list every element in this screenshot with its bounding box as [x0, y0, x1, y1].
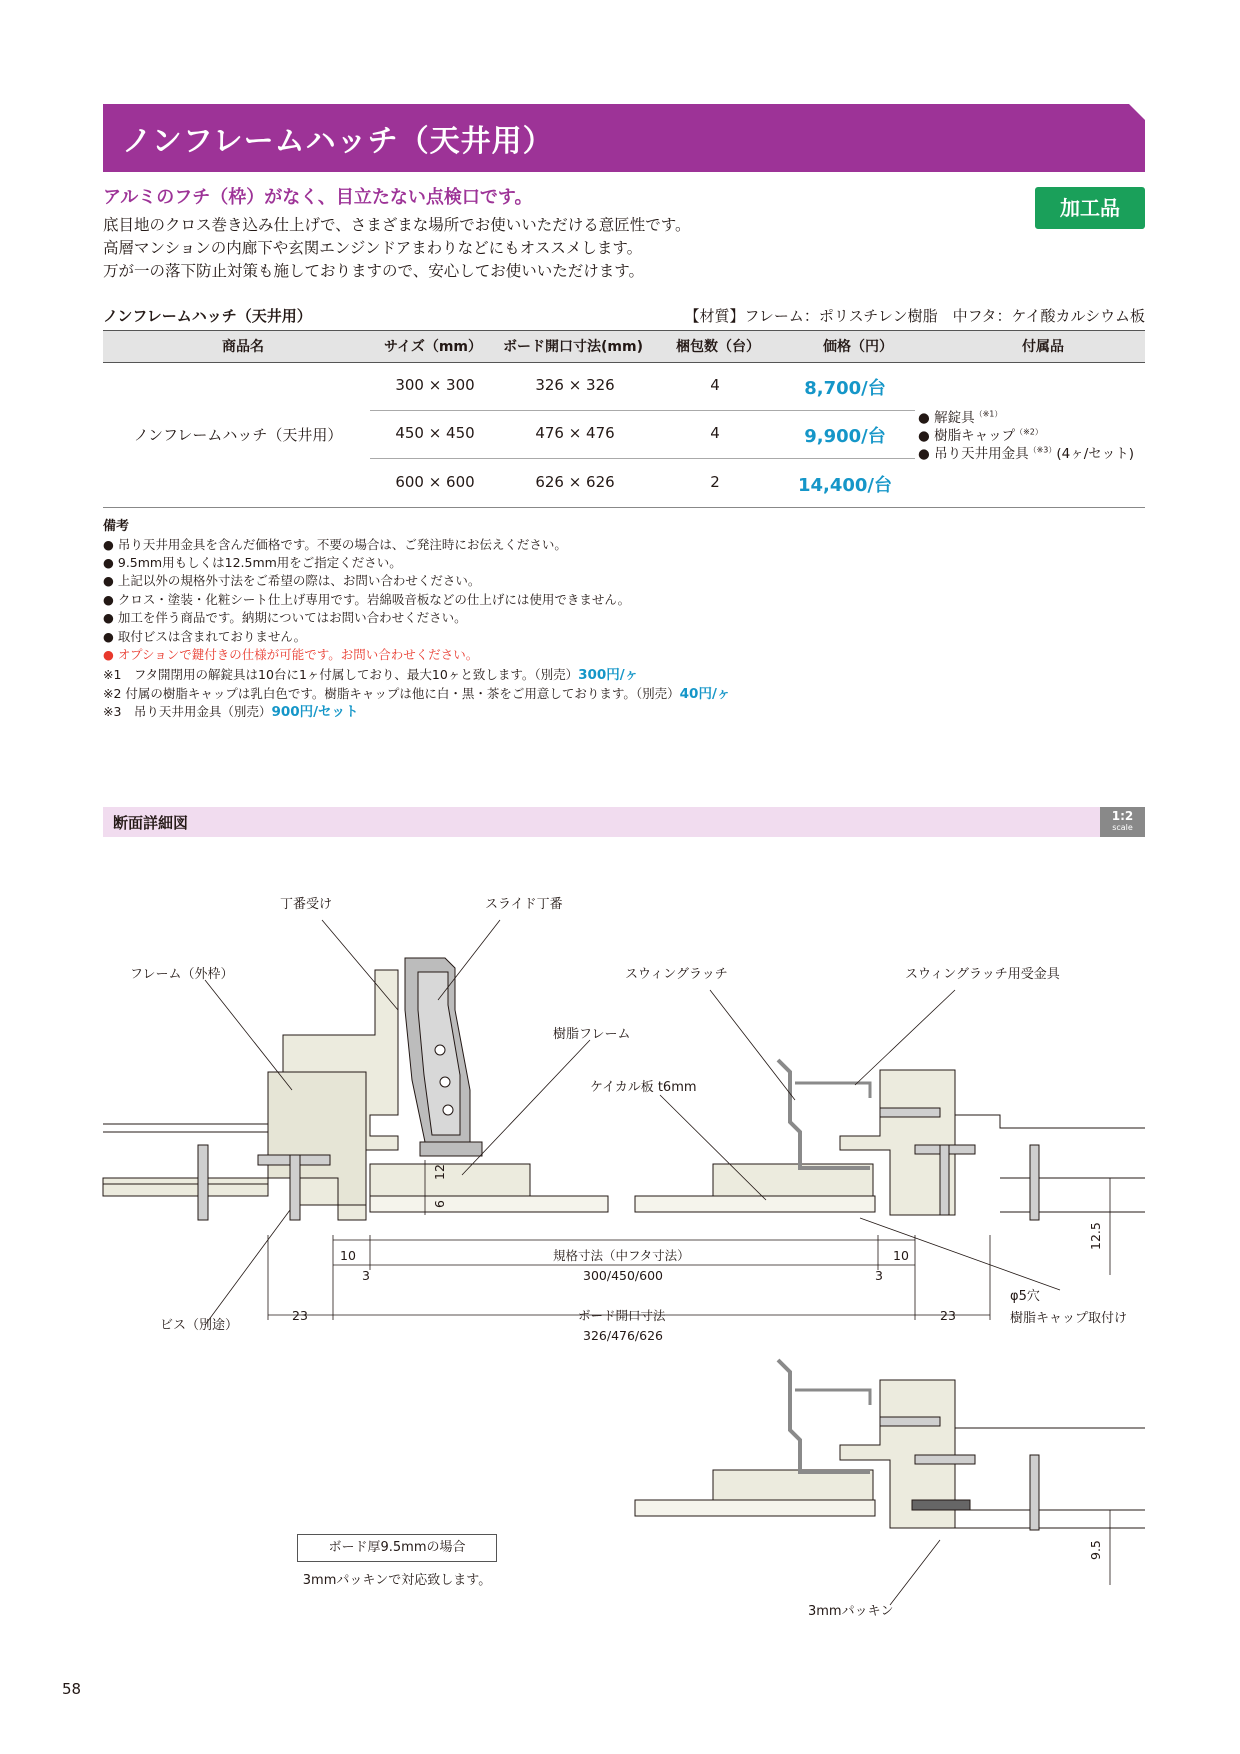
label-resin-frame: 樹脂フレーム — [553, 1027, 631, 1042]
cross-section-diagram — [0, 860, 1240, 1720]
label-calcium-board: ケイカル板 t6mm — [590, 1080, 697, 1095]
note-ref: ※2 付属の樹脂キャップは乳白色です。樹脂キャップは他に白・黒・茶をご用意しております。（別売）40円/ヶ — [103, 686, 731, 702]
label-screw: ビス（別途） — [160, 1318, 239, 1333]
size-cell: 450 × 450 — [395, 424, 475, 442]
screw-vertical — [1030, 1455, 1039, 1530]
screw-vertical — [940, 1145, 949, 1215]
hinge-hole — [440, 1077, 450, 1087]
column-header: 商品名 — [222, 339, 264, 355]
table-header — [103, 330, 1145, 363]
ceiling-board — [103, 1184, 268, 1196]
note-item: ● 吊り天井用金具を含んだ価格です。不要の場合は、ご発注時にお伝えください。 — [103, 537, 567, 552]
panel-right — [635, 1196, 875, 1212]
note-ref: ※3 吊り天井用金具（別売）900円/セット — [103, 704, 359, 720]
column-header: サイズ（mm） — [383, 339, 483, 355]
packing — [912, 1500, 970, 1510]
label-frame-outer: フレーム（外枠） — [130, 967, 234, 982]
dim-23-right: 23 — [940, 1308, 956, 1323]
hinge-hole — [435, 1045, 445, 1055]
note-ref: ※1 フタ開閉用の解錠具は10台に1ヶ付属しており、最大10ヶと致します。（別売）300円/ヶ — [103, 667, 639, 683]
screw-horizontal — [880, 1417, 940, 1426]
notes-title: 備考 — [103, 519, 130, 534]
table-bottom-rule — [103, 507, 1145, 508]
leader-line — [205, 980, 292, 1090]
size-cell: 300 × 300 — [395, 376, 475, 394]
row-rule — [370, 410, 915, 411]
note-item: ● 加工を伴う商品です。納期についてはお問い合わせください。 — [103, 610, 467, 625]
dim-3-right: 3 — [875, 1268, 883, 1283]
board-line-right — [955, 1115, 1145, 1128]
column-header: 梱包数（台） — [676, 339, 760, 355]
screw-vertical — [1030, 1145, 1039, 1220]
dim-3-left: 3 — [362, 1268, 370, 1283]
panel-left — [370, 1196, 608, 1212]
hinge-hole — [443, 1105, 453, 1115]
column-header: 価格（円） — [823, 339, 893, 355]
table-title: ノンフレームハッチ（天井用） — [103, 307, 312, 325]
swing-latch — [778, 1060, 870, 1168]
dim-12: 12 — [432, 1164, 447, 1180]
hinge-base — [420, 1142, 482, 1156]
opening-cell: 326 × 326 — [535, 376, 615, 394]
row-rule — [370, 458, 915, 459]
dim-12-5: 12.5 — [1088, 1222, 1103, 1250]
page-title: ノンフレームハッチ（天井用） — [122, 124, 554, 159]
calcium-board-bottom — [713, 1470, 873, 1500]
pack-cell: 4 — [710, 376, 720, 394]
opening-cell: 626 × 626 — [535, 473, 615, 491]
label-hinge-receiver: 丁番受け — [280, 897, 333, 912]
intro-line: 万が一の落下防止対策も施しておりますので、安心してお使いいただけます。 — [103, 262, 644, 280]
latch-receiver — [795, 1083, 870, 1098]
calcium-board-left — [370, 1164, 530, 1196]
caption-text: 3mmパッキンで対応致します。 — [302, 1573, 492, 1588]
dim-6: 6 — [432, 1200, 447, 1208]
note-item: ● 上記以外の規格外寸法をご希望の際は、お問い合わせください。 — [103, 573, 481, 588]
price-cell: 14,400/台 — [797, 475, 893, 496]
screw-horizontal — [915, 1455, 975, 1464]
note-item: ● 9.5mm用もしくは12.5mm用をご指定ください。 — [103, 555, 402, 570]
accessory-item: ● 解錠具$^{(※1)}$ — [918, 409, 1003, 426]
leader-line — [322, 920, 398, 1010]
caption-box: ボード厚9.5mmの場合 — [297, 1534, 497, 1562]
screw-vertical — [198, 1145, 208, 1220]
label-swing-latch-receiver: スウィングラッチ用受金具 — [905, 967, 1060, 982]
dim-opening-label: ボード開口寸法 — [578, 1308, 666, 1323]
note-item: ● 取付ビスは含まれておりません。 — [103, 629, 307, 644]
label-packing: 3mmパッキン — [808, 1604, 894, 1619]
intro-line: 底目地のクロス巻き込み仕上げで、さまざまな場所でお使いいただける意匠性です。 — [103, 216, 691, 234]
label-hole: φ5穴 — [1010, 1289, 1040, 1304]
screw-vertical — [290, 1155, 300, 1220]
pack-cell: 4 — [710, 424, 720, 442]
dim-opening-values: 326/476/626 — [583, 1328, 663, 1343]
latch-receiver — [795, 1390, 870, 1405]
column-header: 付属品 — [1022, 339, 1064, 355]
leader-line — [462, 1040, 590, 1175]
screw-horizontal — [880, 1108, 940, 1117]
label-swing-latch: スウィングラッチ — [625, 967, 728, 982]
opening-cell: 476 × 476 — [535, 424, 615, 442]
leader-line — [205, 1210, 290, 1325]
table-rule — [103, 362, 1145, 363]
section-title: 断面詳細図 — [113, 814, 189, 832]
label-resin-cap: 樹脂キャップ取付け — [1010, 1311, 1128, 1326]
leader-line — [890, 1540, 940, 1605]
material-note: 【材質】フレーム：ポリスチレン樹脂 中フタ：ケイ酸カルシウム板 — [684, 307, 1145, 325]
dim-10-right: 10 — [893, 1248, 909, 1263]
scale-badge: 1:2 scale — [1100, 807, 1145, 837]
page-number: 58 — [62, 1680, 82, 1698]
dim-9-5: 9.5 — [1088, 1540, 1103, 1560]
panel-bottom — [635, 1500, 875, 1516]
leader-line — [860, 1218, 1060, 1290]
accessory-item: ● 吊り天井用金具$^{(※3)}$(4ヶ/セット) — [918, 445, 1135, 462]
dim-standard-label: 規格寸法（中フタ寸法） — [553, 1248, 690, 1263]
price-cell: 8,700/台 — [804, 378, 886, 399]
section-band — [103, 807, 1145, 837]
note-item: ● クロス・塗装・化粧シート仕上げ専用です。岩綿吸音板などの仕上げには使用できません。 — [103, 592, 631, 607]
dim-23-left: 23 — [292, 1308, 308, 1323]
label-slide-hinge: スライド丁番 — [485, 897, 563, 912]
ceiling-board — [103, 1178, 268, 1184]
column-header: ボード開口寸法(mm) — [503, 339, 643, 355]
price-cell: 9,900/台 — [804, 426, 886, 447]
accessory-item: ● 樹脂キャップ$^{(※2)}$ — [918, 427, 1043, 444]
subtitle: アルミのフチ（枠）がなく、目立たない点検口です。 — [103, 187, 533, 208]
note-item-option: ● オプションで鍵付きの仕様が可能です。お問い合わせください。 — [103, 647, 479, 662]
intro-line: 高層マンションの内廊下や玄関エンジンドアまわりなどにもオススメします。 — [103, 239, 643, 257]
leader-line — [710, 990, 795, 1100]
size-cell: 600 × 600 — [395, 473, 475, 491]
pack-cell: 2 — [710, 473, 720, 491]
dim-standard-values: 300/450/600 — [583, 1268, 663, 1283]
product-name: ノンフレームハッチ（天井用） — [133, 426, 343, 444]
dim-10-left: 10 — [340, 1248, 356, 1263]
processed-badge: 加工品 — [1035, 187, 1145, 229]
